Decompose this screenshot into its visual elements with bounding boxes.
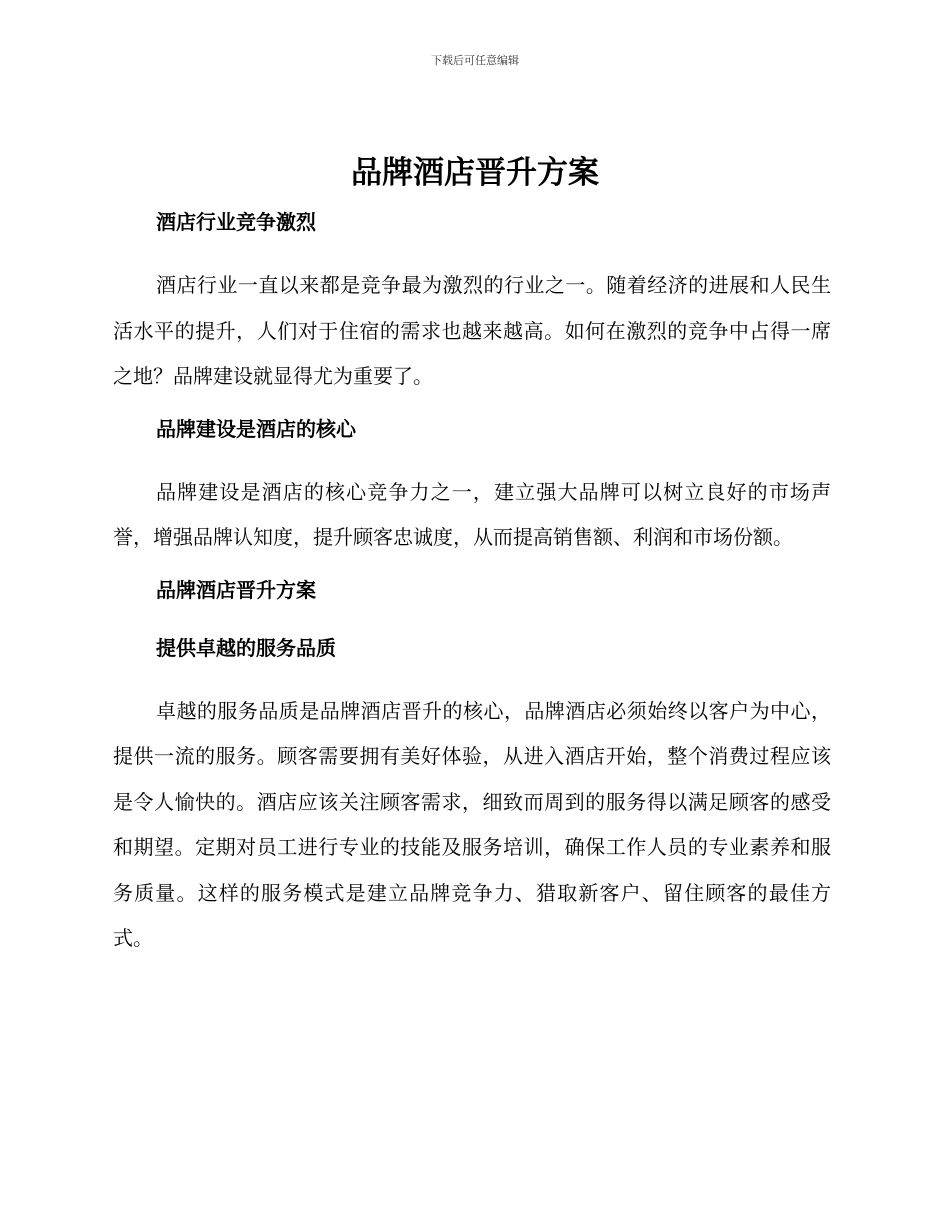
section-heading-promotion-plan: 品牌酒店晋升方案 [156, 577, 316, 602]
section-heading-service-quality: 提供卓越的服务品质 [156, 635, 336, 660]
section-paragraph-brand-core: 品牌建设是酒店的核心竞争力之一，建立强大品牌可以树立良好的市场声誉，增强品牌认知度，提升顾客忠诚度，从而提高销售额、利润和市场份额。 [113, 479, 831, 549]
page-header: 下载后可任意编辑 [431, 54, 519, 67]
section-heading-brand-core: 品牌建设是酒店的核心 [156, 416, 356, 441]
section-paragraph-industry-competition: 酒店行业一直以来都是竞争最为激烈的行业之一。随着经济的进展和人民生活水平的提升，人们对于住宿的需求也越来越高。如何在激烈的竞争中占得一席之地？品牌建设就显得尤为重要了。 [113, 273, 831, 388]
section-heading-industry-competition: 酒店行业竞争激烈 [156, 210, 316, 234]
section-paragraph-service-quality: 卓越的服务品质是品牌酒店晋升的核心，品牌酒店必须始终以客户为中心，提供一流的服务。顾客需要拥有美好体验，从进入酒店开始，整个消费过程应该是令人愉快的。酒店应该关注顾客需求，细致而周到的服务得以满足顾客的感受和期望。定期对员工进行专业的技能及服务培训，确保工作人员的专业素养和服务质量。这样的服务模式是建立品牌竞争力、猎取新客户、留住顾客的最佳方式。 [113, 698, 831, 950]
document-title: 品牌酒店晋升方案 [351, 155, 599, 191]
document-body [113, 205, 831, 974]
